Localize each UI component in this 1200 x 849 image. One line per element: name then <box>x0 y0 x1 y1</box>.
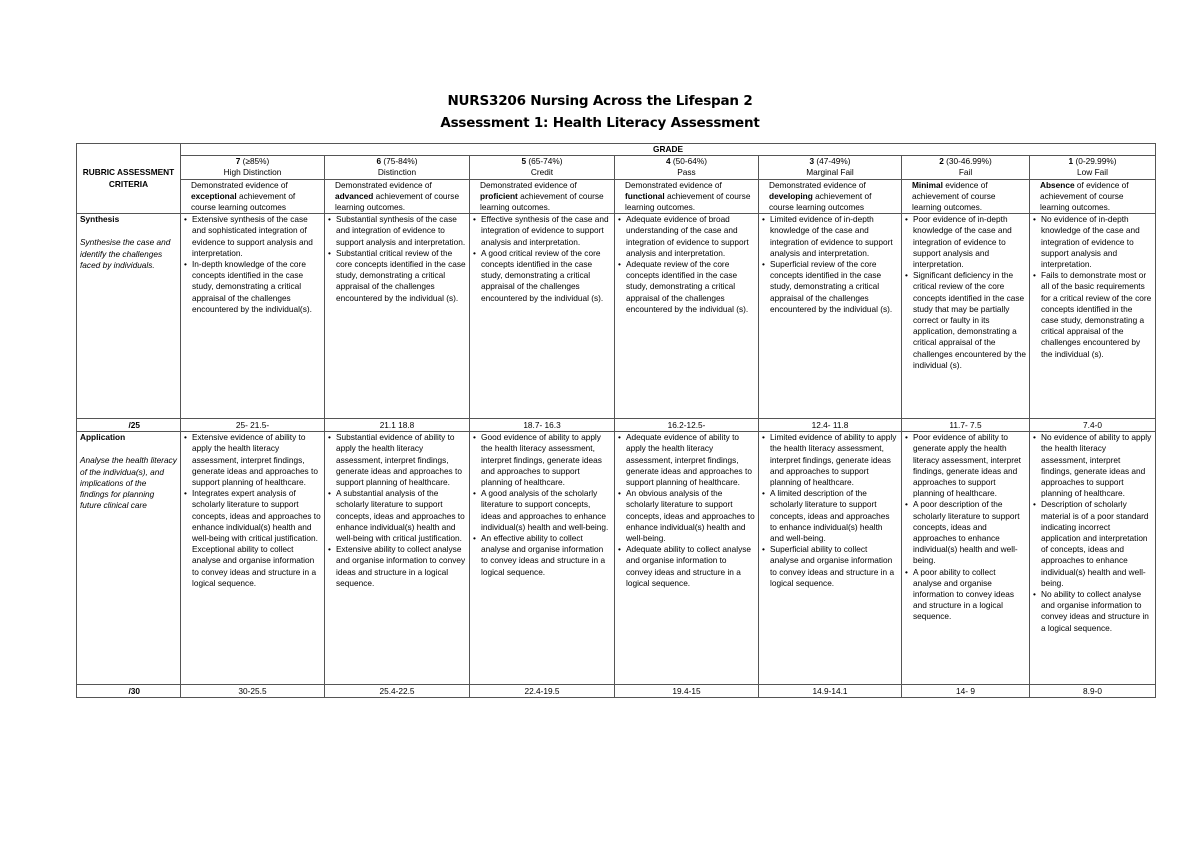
bullet-icon: • <box>1033 270 1036 281</box>
level-header-row <box>77 156 1156 179</box>
score-total-label: /25 <box>77 419 181 432</box>
rubric-bullet: • Substantial evidence of ability to apply the health literacy assessment, interpret findings, generate ideas and approaches to support planning of healthcare. <box>328 432 462 488</box>
score-range: 21.1 18.8 <box>325 419 470 432</box>
level-range: (50-64%) <box>672 156 708 167</box>
document-subtitle: Assessment 1: Health Literacy Assessment <box>440 115 760 131</box>
level-description <box>759 179 902 214</box>
rubric-bullet: • Substantial synthesis of the case and integration of evidence to support analysis and interpretation. <box>328 214 466 247</box>
rubric-cell <box>325 214 470 419</box>
bullet-icon: • <box>328 214 331 225</box>
rubric-cell <box>615 214 759 419</box>
rubric-bullet: • Superficial review of the core concepts identified in the case study, demonstrating a critical appraisal of the challenges encountered by the individual (s). <box>762 259 893 314</box>
score-range: 25.4-22.5 <box>325 685 470 698</box>
rubric-bullet: • No evidence of in-depth knowledge of the case and integration of evidence to support analysis and interpretation. <box>1033 214 1140 270</box>
bullet-icon: • <box>473 488 476 499</box>
level-header <box>325 156 470 179</box>
level-range: (0-29.99%) <box>1075 156 1117 167</box>
level-description <box>181 179 325 214</box>
rubric-bullet: • Adequate evidence of broad understanding of the case and integration of evidence to support analysis and interpretation. <box>618 214 749 258</box>
bullet-icon: • <box>473 247 476 258</box>
criterion-row <box>77 214 1156 419</box>
level-description <box>902 179 1030 214</box>
bullet-icon: • <box>184 259 187 270</box>
bullet-icon: • <box>905 566 908 577</box>
bullet-icon: • <box>1033 214 1036 225</box>
level-range: (65-74%) <box>528 156 563 167</box>
rubric-bullet: • An obvious analysis of the scholarly literature to support concepts, ideas and approaches to enhance individual(s) health and well-being. <box>618 488 755 544</box>
level-desc-keyword: Absence <box>1040 179 1075 190</box>
bullet-icon: • <box>473 432 476 443</box>
level-desc-pre: Demonstrated evidence of <box>769 179 866 190</box>
level-name: Distinction <box>377 167 417 178</box>
rubric-cell <box>759 432 902 685</box>
bullet-icon: • <box>328 488 331 499</box>
rubric-bullet: • Poor evidence of in-depth knowledge of the case and integration of evidence to support analysis and interpretation. <box>905 214 1012 270</box>
rubric-bullet: • A good analysis of the scholarly literature to support concepts, ideas and approaches to enhance individual(s) health and well-being. <box>473 488 609 532</box>
rubric-bullet: • Integrates expert analysis of scholarly literature to support concepts, ideas and approaches to enhance individual(s) health and well-being with critical justification. Exceptional ability to collect analyse and organise information to convey ideas and structure in a logical sequence. <box>184 488 321 588</box>
rubric-bullet: • An effective ability to collect analyse and organise information to convey ideas and structure in a logical sequence. <box>473 533 606 577</box>
bullet-icon: • <box>473 214 476 225</box>
score-range: 8.9-0 <box>1030 685 1156 698</box>
rubric-bullet: • Adequate review of the core concepts identified in the case study, demonstrating a critical appraisal of the challenges encountered by the individual (s). <box>618 259 749 314</box>
level-name: Credit <box>530 167 554 178</box>
bullet-icon: • <box>328 432 331 443</box>
rubric-bullet: • A good critical review of the core concepts identified in the case study, demonstrating a critical appraisal of the challenges encountered by the individual (s). <box>473 247 604 303</box>
rubric-cell <box>902 214 1030 419</box>
rubric-cell <box>325 432 470 685</box>
rubric-table <box>76 143 1156 698</box>
rubric-bullet: • Good evidence of ability to apply the health literacy assessment, interpret findings, generate ideas and approaches to support planning of healthcare. <box>473 432 602 488</box>
rubric-bullet: • Substantial critical review of the core concepts identified in the case study, demonstrating a critical appraisal of the challenges encountered by the individual (s). <box>328 247 466 303</box>
bullet-icon: • <box>184 432 187 443</box>
bullet-icon: • <box>762 432 765 443</box>
rubric-bullet: • No evidence of ability to apply the health literacy assessment, interpret findings, generate ideas and approaches to support planning of healthcare. <box>1033 432 1152 499</box>
level-name: Marginal Fail <box>806 167 854 178</box>
level-name: Low Fail <box>1077 167 1108 178</box>
grade-header: GRADE <box>181 144 1156 156</box>
bullet-icon: • <box>762 544 765 555</box>
rubric-bullet: • Adequate evidence of ability to apply the health literacy assessment, interpret findings, generate ideas and approaches to support planning of healthcare. <box>618 432 752 488</box>
score-total-label: /30 <box>77 685 181 698</box>
criterion-row <box>77 432 1156 685</box>
rubric-cell <box>181 214 325 419</box>
bullet-icon: • <box>762 214 765 225</box>
bullet-icon: • <box>473 533 476 544</box>
bullet-icon: • <box>1033 499 1036 510</box>
level-header <box>615 156 759 179</box>
level-desc-post: achievement of course learning outcomes <box>191 190 296 213</box>
level-number: 3 <box>809 156 815 167</box>
score-range: 16.2-12.5- <box>615 419 759 432</box>
bullet-icon: • <box>328 544 331 555</box>
rubric-bullet: • Significant deficiency in the critical review of the core concepts identified in the case study that may be partially correct or faulty in its application, demonstrating a critical appraisal of the challenges encountered by the individual (s). <box>905 270 1027 370</box>
bullet-icon: • <box>618 214 621 225</box>
rubric-bullet: • A poor description of the scholarly literature to support concepts, ideas and approaches to enhance individual(s) health and well-being. <box>905 499 1020 566</box>
rubric-bullet: • A limited description of the scholarly literature to support concepts, ideas and approaches to enhance individual(s) health and well-being. <box>762 488 890 544</box>
rubric-cell <box>470 214 615 419</box>
level-number: 4 <box>665 156 671 167</box>
level-number: 2 <box>939 156 944 167</box>
level-header <box>902 156 1030 179</box>
bullet-icon: • <box>184 214 187 225</box>
criteria-header: RUBRIC ASSESSMENT CRITERIA <box>77 144 181 214</box>
level-header <box>470 156 615 179</box>
level-description <box>470 179 615 214</box>
score-range: 18.7- 16.3 <box>470 419 615 432</box>
level-desc-post: achievement of course learning outcomes <box>769 190 872 213</box>
criterion-cell <box>77 214 181 419</box>
rubric-bullet: • Adequate ability to collect analyse and organise information to convey ideas and structure in a logical sequence. <box>618 544 751 588</box>
bullet-icon: • <box>905 214 908 225</box>
bullet-icon: • <box>762 259 765 270</box>
level-desc-pre: Demonstrated evidence of <box>335 179 432 190</box>
level-description <box>615 179 759 214</box>
score-range: 12.4- 11.8 <box>759 419 902 432</box>
rubric-cell <box>615 432 759 685</box>
document-title-block <box>0 90 1200 134</box>
score-row <box>77 419 1156 432</box>
criterion-description: Synthesise the case and identify the challenges faced by individuals. <box>80 237 171 270</box>
level-desc-post: of evidence of achievement of course learning outcomes. <box>1040 179 1129 213</box>
level-range: (75-84%) <box>383 156 418 167</box>
level-desc-keyword: developing <box>769 190 813 201</box>
level-range: (47-49%) <box>816 156 851 167</box>
bullet-icon: • <box>905 432 908 443</box>
criterion-description: Analyse the health literacy of the individua(s), and implications of the findings for planning future clinical care <box>80 455 177 511</box>
level-number: 1 <box>1068 156 1074 167</box>
criterion-title: Synthesis <box>80 214 120 225</box>
rubric-bullet: • In-depth knowledge of the core concepts identified in the case study, demonstrating a critical appraisal of the challenges encountered by the individual(s). <box>184 259 312 314</box>
bullet-icon: • <box>1033 432 1036 443</box>
level-desc-pre: Demonstrated evidence of <box>480 179 577 190</box>
score-range: 14.9-14.1 <box>759 685 902 698</box>
rubric-bullet: • Extensive synthesis of the case and sophisticated integration of evidence to support analysis and interpretation. <box>184 214 313 258</box>
level-number: 6 <box>376 156 382 167</box>
level-description <box>325 179 470 214</box>
score-range: 22.4-19.5 <box>470 685 615 698</box>
rubric-bullet: • Description of scholarly material is of a poor standard indicating incorrect application and interpretation of concepts, ideas and approaches to enhance individual(s) health and well-being. <box>1033 499 1149 588</box>
rubric-bullet: • Extensive ability to collect analyse and organise information to convey ideas and structure in a logical sequence. <box>328 544 466 588</box>
level-name: Pass <box>677 167 696 178</box>
score-range: 25- 21.5- <box>181 419 325 432</box>
bullet-icon: • <box>328 247 331 258</box>
level-desc-keyword: functional <box>625 190 665 201</box>
criterion-cell <box>77 432 181 685</box>
level-header <box>181 156 325 179</box>
level-name: Fail <box>958 167 973 178</box>
rubric-bullet: • Fails to demonstrate most or all of the basic requirements for a critical review of the core concepts identified in the case study, demonstrating a critical appraisal of the challenges encountered by the individual (s). <box>1033 270 1152 359</box>
score-row <box>77 685 1156 698</box>
document-title: NURS3206 Nursing Across the Lifespan 2 <box>447 93 753 109</box>
level-desc-keyword: proficient <box>480 190 518 201</box>
rubric-bullet: • Superficial ability to collect analyse and organise information to convey ideas and structure in a logical sequence. <box>762 544 895 588</box>
rubric-bullet: • Effective synthesis of the case and integration of evidence to support analysis and interpretation. <box>473 214 609 247</box>
rubric-bullet: • Extensive evidence of ability to apply the health literacy assessment, interpret findings, generate ideas and approaches to support planning of healthcare. <box>184 432 318 488</box>
level-desc-post: evidence of achievement of course learning outcomes. <box>912 179 996 213</box>
bullet-icon: • <box>905 499 908 510</box>
score-range: 14- 9 <box>902 685 1030 698</box>
bullet-icon: • <box>618 432 621 443</box>
level-desc-post: achievement of course learning outcomes. <box>335 190 460 213</box>
rubric-bullet: • Poor evidence of ability to generate apply the health literacy assessment, interpret findings, generate ideas and approaches to support planning of healthcare. <box>905 432 1021 499</box>
bullet-icon: • <box>618 544 621 555</box>
level-desc-post: achievement of course learning outcomes. <box>625 190 751 213</box>
bullet-icon: • <box>1033 589 1036 600</box>
score-range: 19.4-15 <box>615 685 759 698</box>
level-range: (≥85%) <box>242 156 270 167</box>
rubric-bullet: • A poor ability to collect analyse and organise information to convey ideas and structure in a logical sequence. <box>905 566 1015 622</box>
level-desc-row <box>77 179 1156 214</box>
rubric-cell <box>1030 432 1156 685</box>
level-number: 5 <box>521 156 527 167</box>
rubric-cell <box>902 432 1030 685</box>
level-desc-post: achievement of course learning outcomes. <box>480 190 604 213</box>
score-range: 11.7- 7.5 <box>902 419 1030 432</box>
level-range: (30-46.99%) <box>946 156 992 167</box>
criterion-title: Application <box>80 432 126 443</box>
bullet-icon: • <box>762 488 765 499</box>
level-desc-keyword: advanced <box>335 190 374 201</box>
score-range: 7.4-0 <box>1030 419 1156 432</box>
rubric-cell <box>759 214 902 419</box>
level-desc-keyword: exceptional <box>191 190 237 201</box>
rubric-cell <box>470 432 615 685</box>
bullet-icon: • <box>184 488 187 499</box>
level-desc-pre: Demonstrated evidence of <box>625 179 722 190</box>
rubric-bullet: • No ability to collect analyse and organise information to convey ideas and structure in a logical sequence. <box>1033 589 1149 633</box>
level-desc-keyword: Minimal <box>912 179 943 190</box>
rubric-cell <box>181 432 325 685</box>
rubric-bullet: • Limited evidence of in-depth knowledge of the case and integration of evidence to support analysis and interpretation. <box>762 214 893 258</box>
score-range: 30-25.5 <box>181 685 325 698</box>
level-header <box>759 156 902 179</box>
bullet-icon: • <box>618 259 621 270</box>
rubric-bullet: • A substantial analysis of the scholarly literature to support concepts, ideas and approaches to enhance individual(s) health and well-being with critical justification. <box>328 488 465 544</box>
bullet-icon: • <box>618 488 621 499</box>
level-name: High Distinction <box>223 167 282 178</box>
level-header <box>1030 156 1156 179</box>
level-desc-pre: Demonstrated evidence of <box>191 179 288 190</box>
rubric-bullet: • Limited evidence of ability to apply the health literacy assessment, interpret findings, generate ideas and approaches to support planning of healthcare. <box>762 432 897 488</box>
rubric-cell <box>1030 214 1156 419</box>
level-number: 7 <box>235 156 241 167</box>
bullet-icon: • <box>905 270 908 281</box>
level-description <box>1030 179 1156 214</box>
